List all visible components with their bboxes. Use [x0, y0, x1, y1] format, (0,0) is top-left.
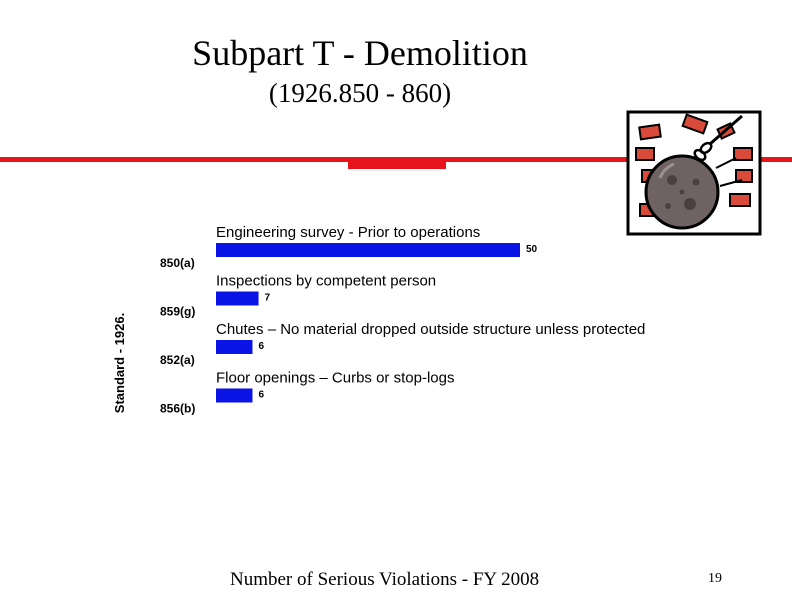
data-label: 6	[258, 389, 265, 401]
data-label: 50	[526, 244, 538, 255]
bar-description: Inspections by competent person	[216, 272, 437, 290]
page-number: 19	[708, 571, 722, 586]
bar-description: Floor openings – Curbs or stop-logs	[216, 369, 455, 387]
bar-856(b)	[216, 389, 252, 403]
data-label: 7	[264, 292, 271, 304]
bar-description: Engineering survey - Prior to operations	[216, 224, 481, 241]
category-label: 852(a)	[160, 353, 195, 367]
category-label: 850(a)	[160, 256, 195, 270]
bar-850(a)	[216, 243, 520, 257]
bar-description: Chutes – No material dropped outside structure unless protected	[216, 321, 646, 338]
category-label: 856(b)	[160, 401, 196, 416]
category-label: 859(g)	[160, 304, 196, 319]
slide-title: Subpart T - Demolition	[192, 33, 528, 73]
y-axis-title: Standard - 1926.	[112, 312, 127, 414]
data-label: 6	[258, 341, 265, 352]
bar-859(g)	[216, 292, 259, 306]
slide-subtitle: (1926.850 - 860)	[268, 78, 452, 108]
footer-caption: Number of Serious Violations - FY 2008	[230, 569, 540, 590]
bar-852(a)	[216, 340, 252, 354]
